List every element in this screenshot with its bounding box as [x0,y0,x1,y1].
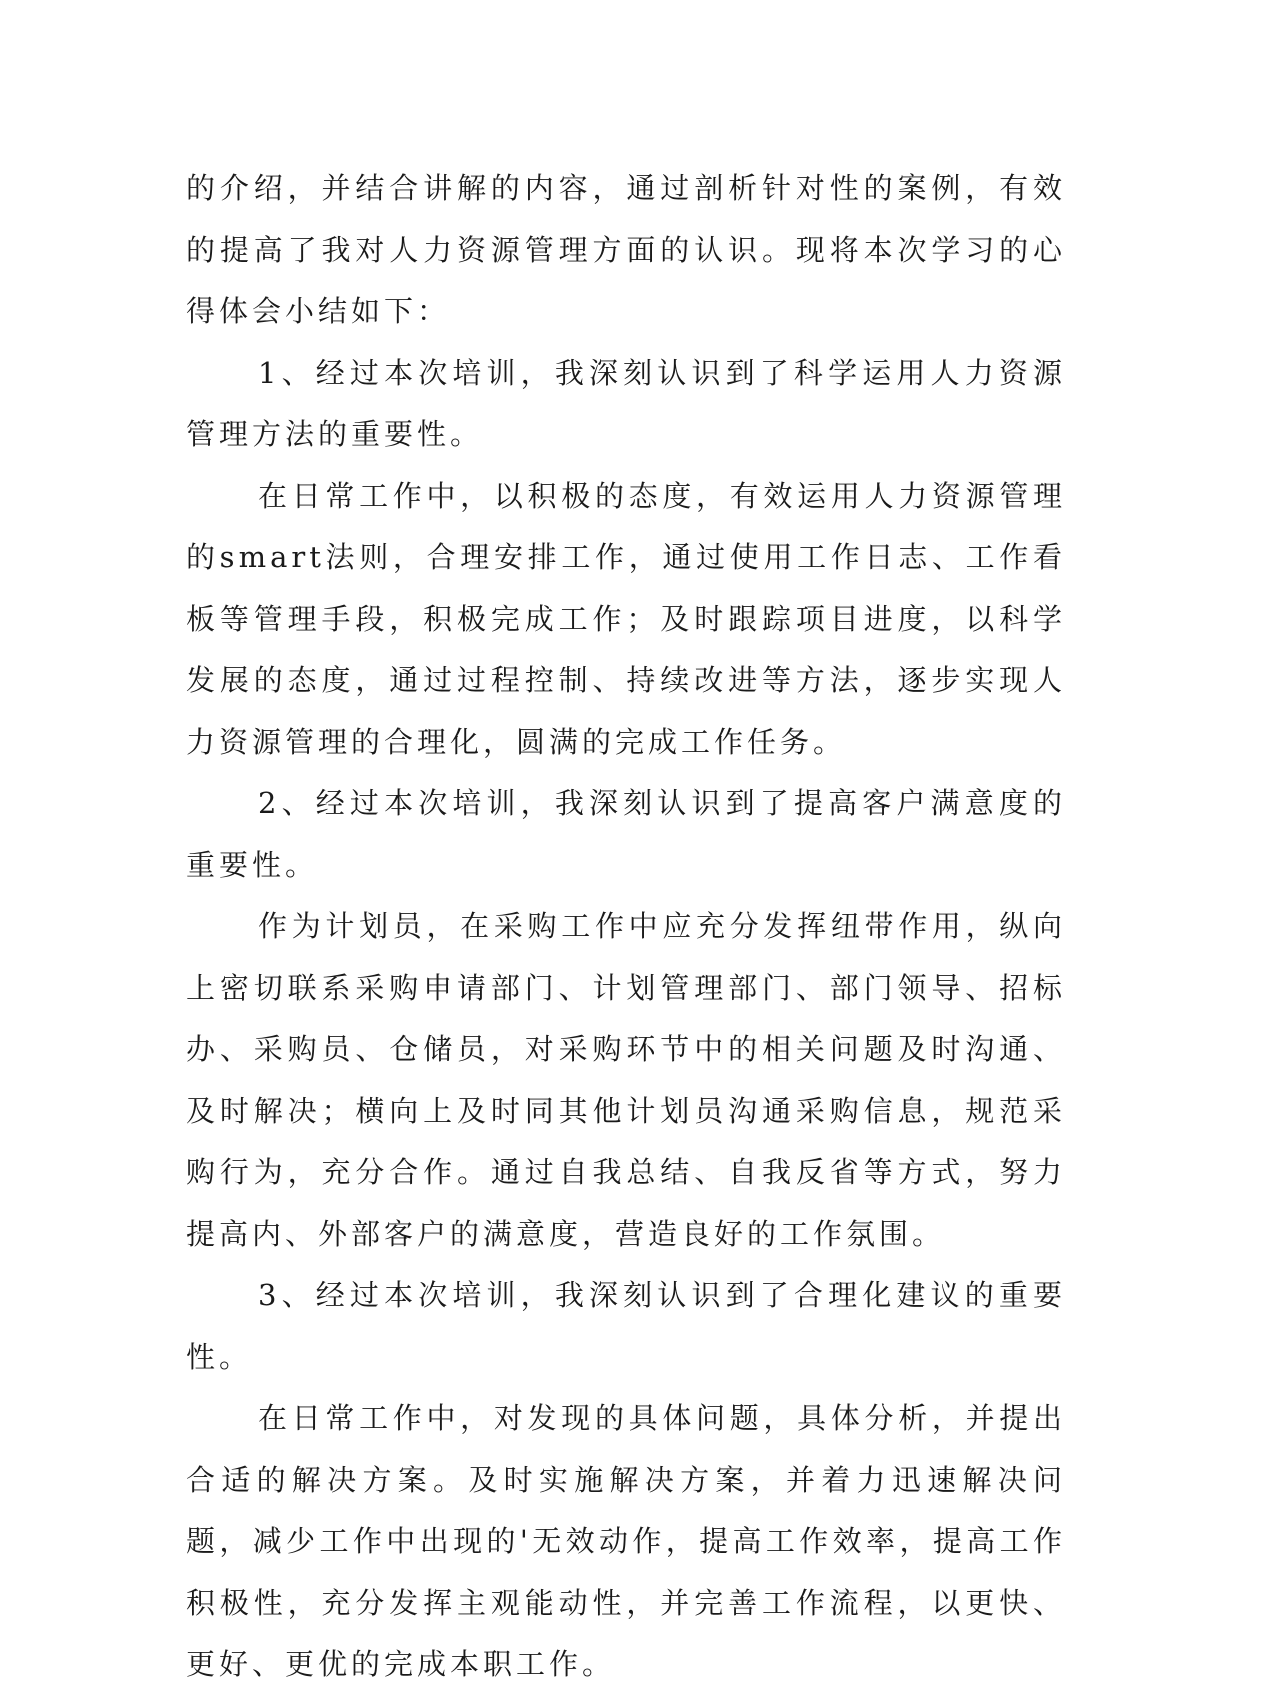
paragraph-point-2-heading: 2、经过本次培训，我深刻认识到了提高客户满意度的重要性。 [186,786,1066,882]
paragraph-point-2-body: 作为计划员，在采购工作中应充分发挥纽带作用，纵向上密切联系采购申请部门、计划管理部门、部门领导、招标办、采购员、仓储员，对采购环节中的相关问题及时沟通、及时解决；横向上及时同其他计划员沟通采购信息，规范采购行为，充分合作。通过自我总结、自我反省等方式，努力提高内、外部客户的满意度，营造良好的工作氛围。 [186,909,1066,1251]
paragraph-intro-continuation: 的介绍，并结合讲解的内容，通过剖析针对性的案例，有效的提高了我对人力资源管理方面的认识。现将本次学习的心得体会小结如下： [186,171,1066,328]
paragraph-point-1-heading: 1、经过本次培训，我深刻认识到了科学运用人力资源管理方法的重要性。 [186,355,1066,451]
paragraph-point-3-body: 在日常工作中，对发现的具体问题，具体分析，并提出合适的解决方案。及时实施解决方案，并着力迅速解决问题，减少工作中出现的'无效动作，提高工作效率，提高工作积极性，充分发挥主观能动性，并完善工作流程，以更快、更好、更优的完成本职工作。 [186,1401,1066,1681]
paragraph-point-3-heading: 3、经过本次培训，我深刻认识到了合理化建议的重要性。 [186,1278,1066,1374]
document-body [186,158,1066,1696]
paragraph-point-1-body: 在日常工作中，以积极的态度，有效运用人力资源管理的smart法则，合理安排工作，通过使用工作日志、工作看板等管理手段，积极完成工作；及时跟踪项目进度，以科学发展的态度，通过过程控制、持续改进等方法，逐步实现人力资源管理的合理化，圆满的完成工作任务。 [186,478,1066,759]
